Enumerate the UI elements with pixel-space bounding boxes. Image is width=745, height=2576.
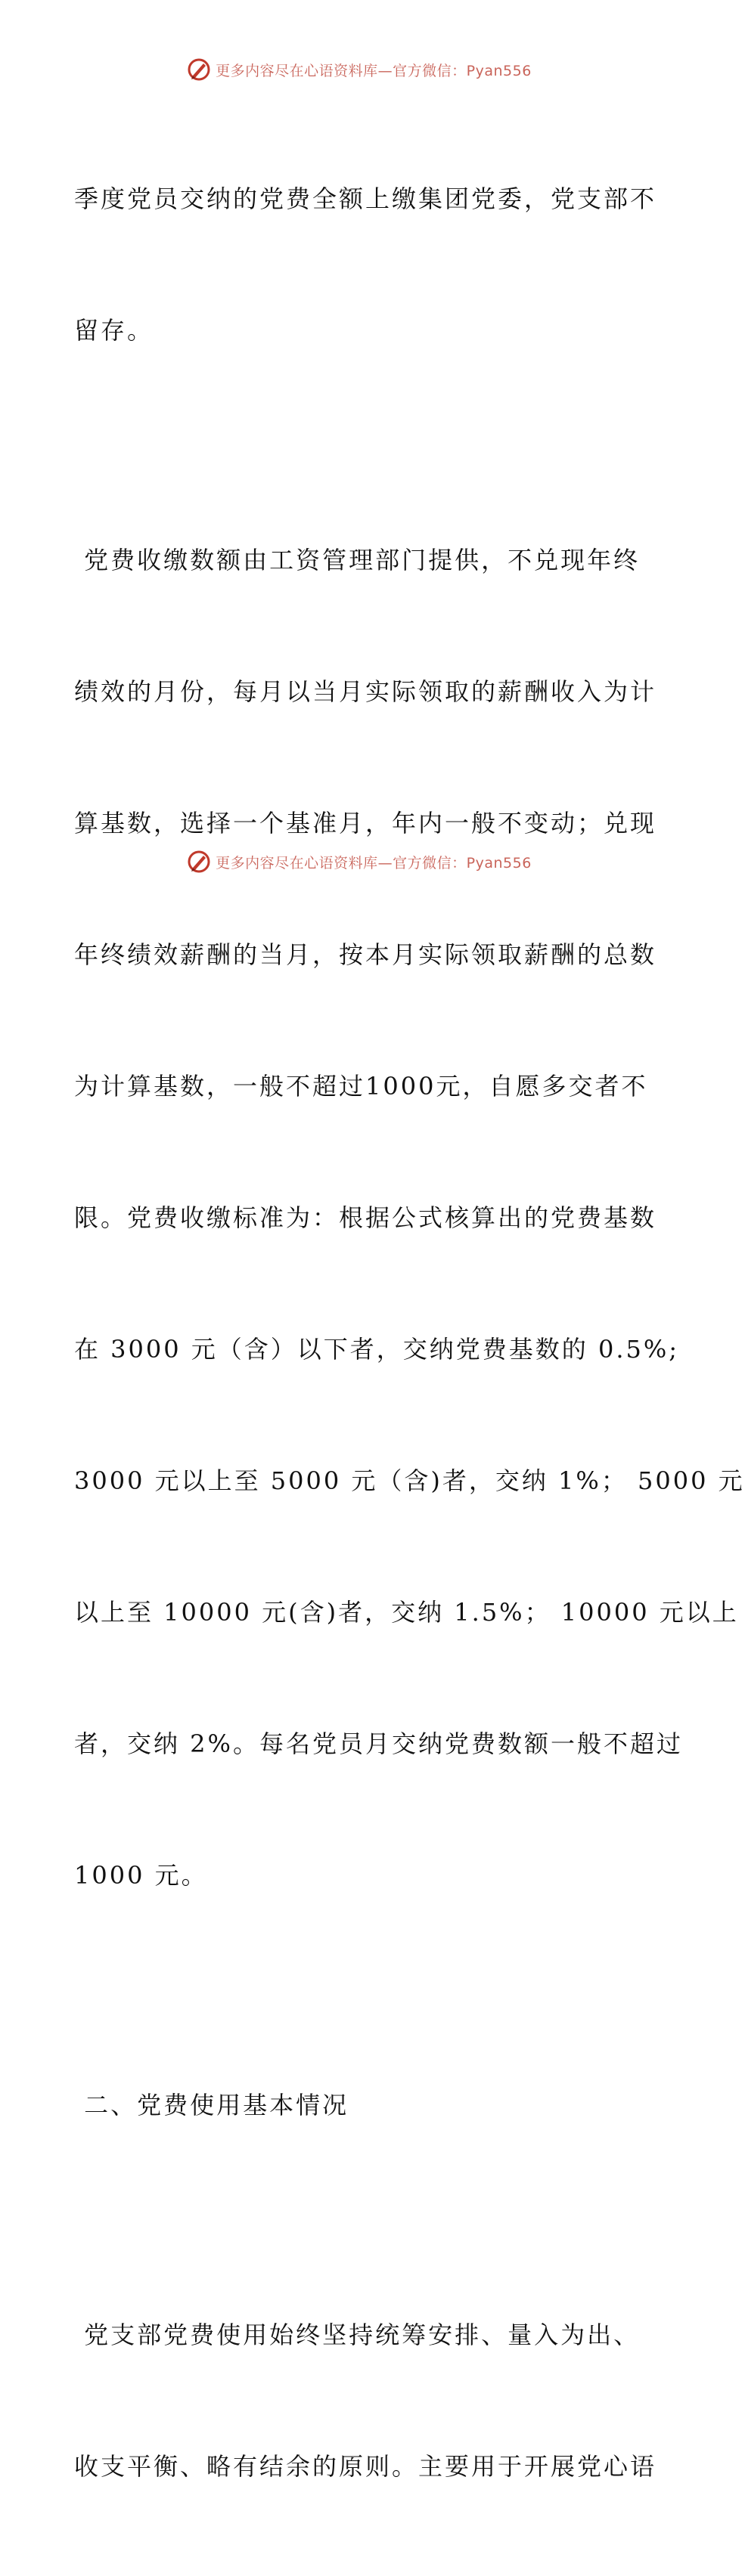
text-line: 在 3000 元（含）以下者，交纳党费基数的 0.5%; bbox=[74, 1335, 680, 1364]
watermark-text: 更多内容尽在心语资料库—官方微信：Pyan556 bbox=[216, 854, 532, 872]
paragraph-fee-standard bbox=[74, 450, 745, 1985]
text-line: 绩效的月份，每月以当月实际领取的薪酬收入为计 bbox=[74, 677, 657, 706]
text-line: 留存。 bbox=[74, 316, 154, 345]
watermark-header bbox=[0, 54, 719, 85]
section-heading bbox=[74, 1995, 649, 2215]
text-line: 季度党员交纳的党费全额上缴集团党委，党支部不 bbox=[74, 184, 657, 213]
heading-text: 二、党费使用基本情况 bbox=[74, 2091, 349, 2119]
text-line: 限。党费收缴标准为：根据公式核算出的党费基数 bbox=[74, 1203, 657, 1232]
text-line: 1000 元。 bbox=[74, 1861, 208, 1890]
text-line: 党费收缴数额由工资管理部门提供，不兑现年终 bbox=[74, 546, 641, 574]
document-body bbox=[74, 89, 745, 2576]
text-line: 算基数，选择一个基准月，年内一般不变动；兑现 bbox=[74, 809, 657, 838]
text-line: 者，交纳 2%。每名党员月交纳党费数额一般不超过 bbox=[74, 1729, 683, 1758]
pen-logo-icon bbox=[187, 57, 211, 82]
text-line: 3000 元以上至 5000 元（含)者，交纳 1%； 5000 元 bbox=[74, 1466, 745, 1495]
paragraph-fee-retention bbox=[74, 89, 657, 440]
text-line: 以上至 10000 元(含)者，交纳 1.5%； 10000 元以上 bbox=[74, 1598, 739, 1627]
pen-logo-icon bbox=[187, 850, 211, 874]
watermark-text: 更多内容尽在心语资料库—官方微信：Pyan556 bbox=[216, 62, 532, 79]
watermark-footer bbox=[0, 847, 719, 877]
text-line: 年终绩效薪酬的当月，按本月实际领取薪酬的总数 bbox=[74, 940, 657, 969]
text-line: 收支平衡、略有结余的原则。主要用于开展党心语 bbox=[74, 2452, 657, 2481]
text-line: 党支部党费使用始终坚持统筹安排、量入为出、 bbox=[74, 2321, 641, 2349]
text-line: 为计算基数，一般不超过1000元，自愿多交者不 bbox=[74, 1072, 648, 1101]
paragraph-fee-usage bbox=[74, 2225, 657, 2576]
